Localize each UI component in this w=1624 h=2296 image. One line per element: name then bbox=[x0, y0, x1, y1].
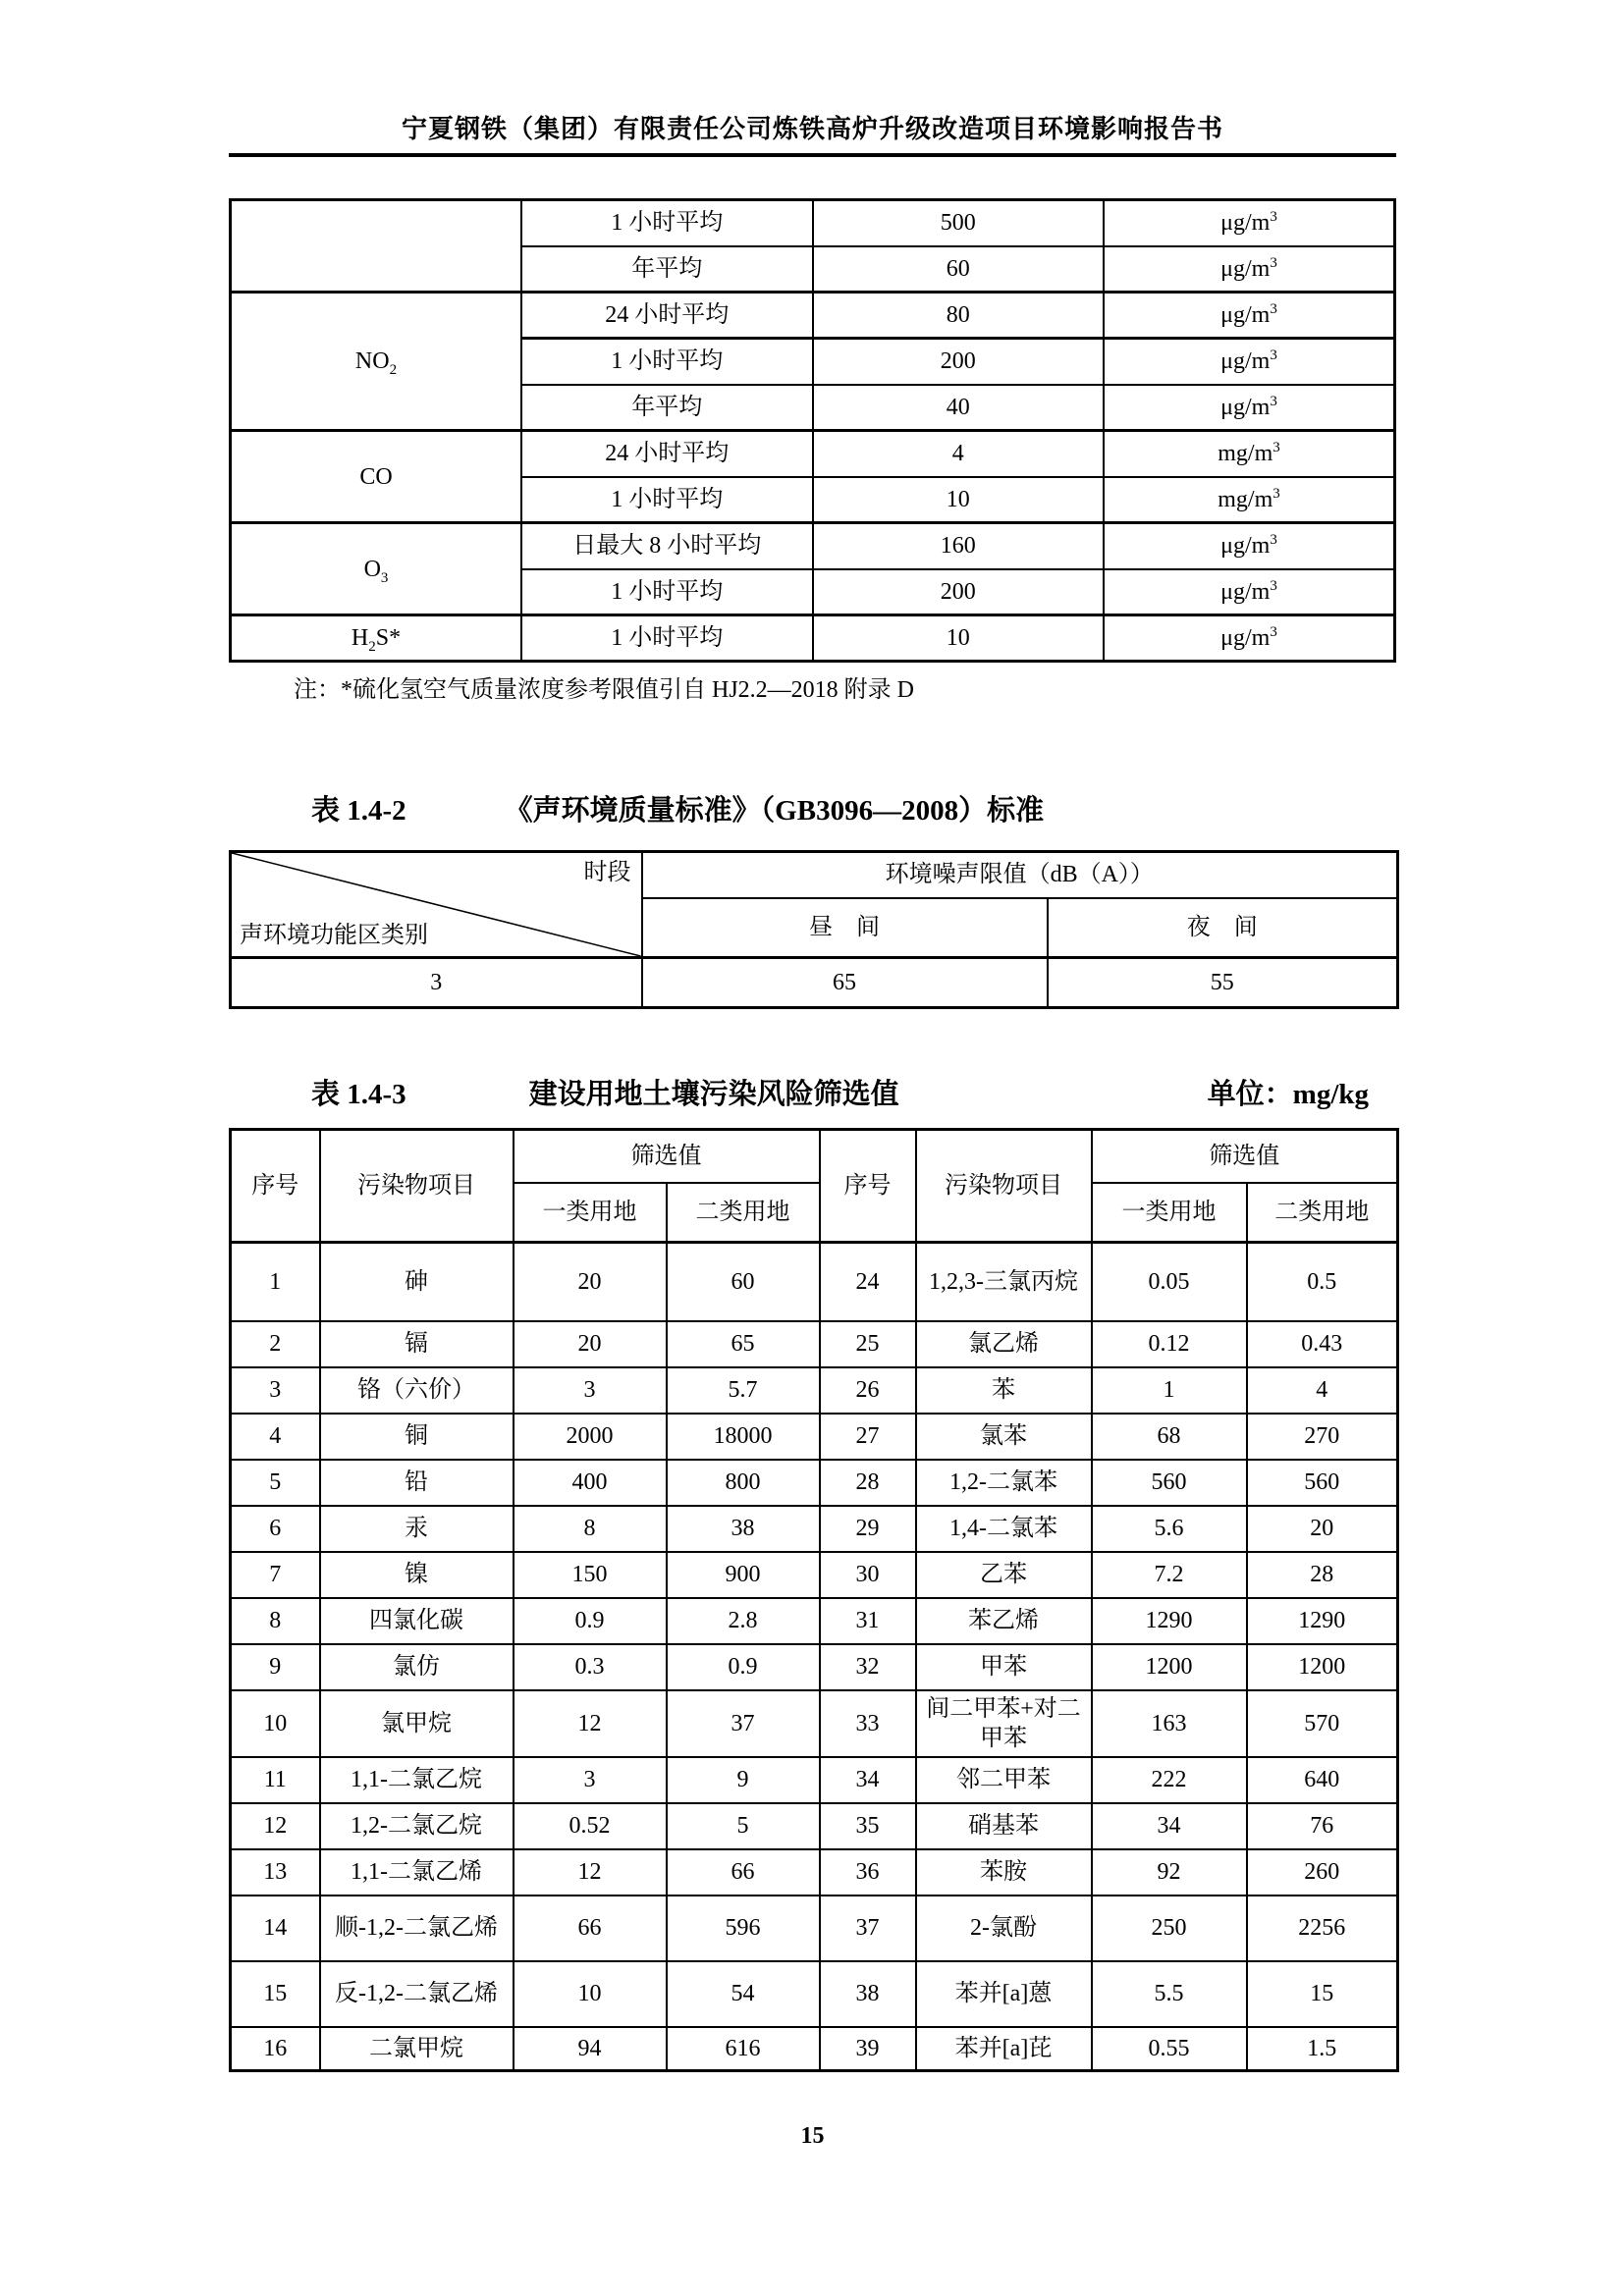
pollutant-cell bbox=[231, 523, 522, 615]
day-value-cell: 65 bbox=[642, 958, 1048, 1008]
value-cell: 60 bbox=[813, 246, 1105, 293]
value-cell: 10 bbox=[813, 477, 1105, 523]
table3-title-label: 表 1.4-3 bbox=[311, 1079, 406, 1110]
unit-cell bbox=[1104, 293, 1395, 339]
pollutant-name-cell: 1,2-二氯乙烷 bbox=[320, 1803, 514, 1849]
table-row bbox=[231, 958, 1398, 1008]
pollutant-label-after: S* bbox=[375, 625, 402, 651]
pollutant-name-cell: 甲苯 bbox=[916, 1644, 1092, 1690]
unit-cell bbox=[1104, 569, 1395, 615]
pollutant-header-cell: 污染物项目 bbox=[916, 1130, 1092, 1243]
unit-base: μg/m bbox=[1220, 255, 1271, 282]
pollutant-name-cell: 2-氯酚 bbox=[916, 1896, 1092, 1961]
pollutant-name-cell: 氯仿 bbox=[320, 1644, 514, 1690]
index-cell: 29 bbox=[820, 1506, 916, 1552]
class1-value-cell: 0.12 bbox=[1092, 1321, 1247, 1367]
class2-value-cell: 15 bbox=[1247, 1961, 1398, 2027]
value-cell: 500 bbox=[813, 200, 1105, 246]
index-cell: 8 bbox=[231, 1598, 320, 1644]
table-row bbox=[231, 1757, 1398, 1803]
pollutant-name-cell: 1,1-二氯乙烷 bbox=[320, 1757, 514, 1803]
class2-value-cell: 20 bbox=[1247, 1506, 1398, 1552]
class1-value-cell: 163 bbox=[1092, 1690, 1247, 1757]
index-cell: 38 bbox=[820, 1961, 916, 2027]
index-cell: 2 bbox=[231, 1321, 320, 1367]
period-cell: 1 小时平均 bbox=[521, 477, 813, 523]
period-cell: 1 小时平均 bbox=[521, 200, 813, 246]
class1-value-cell: 400 bbox=[514, 1460, 667, 1506]
pollutant-cell bbox=[231, 615, 522, 662]
table3-unit-label: 单位：mg/kg bbox=[1207, 1079, 1369, 1110]
table-row bbox=[231, 523, 1395, 569]
unit-cell bbox=[1104, 477, 1395, 523]
pollutant-name-cell: 硝基苯 bbox=[916, 1803, 1092, 1849]
period-cell: 1 小时平均 bbox=[521, 339, 813, 385]
index-cell: 10 bbox=[231, 1690, 320, 1757]
unit-exponent: 3 bbox=[1270, 209, 1277, 226]
doc-header-title: 宁夏钢铁（集团）有限责任公司炼铁高炉升级改造项目环境影响报告书 bbox=[401, 115, 1223, 143]
class1-value-cell: 10 bbox=[514, 1961, 667, 2027]
unit-cell bbox=[1104, 200, 1395, 246]
class2-value-cell: 616 bbox=[667, 2027, 820, 2071]
unit-cell bbox=[1104, 523, 1395, 569]
class1-value-cell: 150 bbox=[514, 1552, 667, 1598]
pollutant-subscript: 2 bbox=[389, 361, 398, 378]
table-row bbox=[231, 1644, 1398, 1690]
class2-value-cell: 54 bbox=[667, 1961, 820, 2027]
index-cell: 14 bbox=[231, 1896, 320, 1961]
index-cell: 13 bbox=[231, 1849, 320, 1896]
table-row bbox=[231, 1321, 1398, 1367]
table-row bbox=[231, 1598, 1398, 1644]
class2-value-cell: 570 bbox=[1247, 1690, 1398, 1757]
class2-value-cell: 18000 bbox=[667, 1414, 820, 1460]
pollutant-name-cell: 反-1,2-二氯乙烯 bbox=[320, 1961, 514, 2027]
corner-top-label: 时段 bbox=[583, 860, 631, 885]
index-cell: 6 bbox=[231, 1506, 320, 1552]
class1-value-cell: 0.55 bbox=[1092, 2027, 1247, 2071]
class1-value-cell: 7.2 bbox=[1092, 1552, 1247, 1598]
index-cell: 11 bbox=[231, 1757, 320, 1803]
pollutant-subscript: 3 bbox=[380, 569, 389, 586]
class1-value-cell: 12 bbox=[514, 1849, 667, 1896]
index-cell: 30 bbox=[820, 1552, 916, 1598]
pollutant-name-cell: 氯甲烷 bbox=[320, 1690, 514, 1757]
index-header-cell: 序号 bbox=[231, 1130, 320, 1243]
class1-value-cell: 5.6 bbox=[1092, 1506, 1247, 1552]
value-cell: 160 bbox=[813, 523, 1105, 569]
class2-value-cell: 66 bbox=[667, 1849, 820, 1896]
index-cell: 5 bbox=[231, 1460, 320, 1506]
unit-base: μg/m bbox=[1220, 578, 1271, 605]
unit-exponent: 3 bbox=[1272, 485, 1280, 502]
index-cell: 39 bbox=[820, 2027, 916, 2071]
unit-exponent: 3 bbox=[1270, 254, 1277, 271]
unit-exponent: 3 bbox=[1270, 577, 1277, 594]
table2-title-label: 表 1.4-2 bbox=[311, 795, 406, 827]
table-note: 注：*硫化氢空气质量浓度参考限值引自 HJ2.2—2018 附录 D bbox=[294, 677, 915, 703]
class2-value-cell: 5 bbox=[667, 1803, 820, 1849]
table-row bbox=[231, 1460, 1398, 1506]
screening-header-cell: 筛选值 bbox=[1092, 1130, 1398, 1183]
index-cell: 33 bbox=[820, 1690, 916, 1757]
value-cell: 4 bbox=[813, 431, 1105, 477]
index-cell: 16 bbox=[231, 2027, 320, 2071]
class2-header-cell: 二类用地 bbox=[1247, 1183, 1398, 1243]
pollutant-header-cell: 污染物项目 bbox=[320, 1130, 514, 1243]
class1-value-cell: 68 bbox=[1092, 1414, 1247, 1460]
table-row bbox=[231, 615, 1395, 662]
index-cell: 26 bbox=[820, 1367, 916, 1414]
class2-value-cell: 60 bbox=[667, 1243, 820, 1321]
unit-exponent: 3 bbox=[1270, 347, 1277, 364]
pollutant-cell bbox=[231, 431, 522, 523]
class2-value-cell: 9 bbox=[667, 1757, 820, 1803]
period-cell: 1 小时平均 bbox=[521, 615, 813, 662]
class1-value-cell: 0.05 bbox=[1092, 1243, 1247, 1321]
class1-value-cell: 94 bbox=[514, 2027, 667, 2071]
class1-value-cell: 3 bbox=[514, 1367, 667, 1414]
pollutant-name-cell: 苯胺 bbox=[916, 1849, 1092, 1896]
category-value-cell: 3 bbox=[231, 958, 642, 1008]
pollutant-name-cell: 氯苯 bbox=[916, 1414, 1092, 1460]
class2-value-cell: 37 bbox=[667, 1690, 820, 1757]
table-row bbox=[231, 431, 1395, 477]
pollutant-name-cell: 间二甲苯+对二甲苯 bbox=[916, 1690, 1092, 1757]
index-cell: 3 bbox=[231, 1367, 320, 1414]
index-cell: 35 bbox=[820, 1803, 916, 1849]
table-row bbox=[231, 1961, 1398, 2027]
class2-value-cell: 0.5 bbox=[1247, 1243, 1398, 1321]
class1-value-cell: 66 bbox=[514, 1896, 667, 1961]
class2-value-cell: 65 bbox=[667, 1321, 820, 1367]
unit-cell bbox=[1104, 246, 1395, 293]
class1-value-cell: 2000 bbox=[514, 1414, 667, 1460]
class1-value-cell: 1 bbox=[1092, 1367, 1247, 1414]
table-row bbox=[231, 1849, 1398, 1896]
pollutant-name-cell: 顺-1,2-二氯乙烯 bbox=[320, 1896, 514, 1961]
unit-exponent: 3 bbox=[1270, 624, 1277, 640]
unit-base: μg/m bbox=[1220, 348, 1271, 375]
pollutant-name-cell: 邻二甲苯 bbox=[916, 1757, 1092, 1803]
limit-header-cell: 环境噪声限值（dB（A）） bbox=[642, 852, 1398, 898]
pollutant-name-cell: 1,2,3-三氯丙烷 bbox=[916, 1243, 1092, 1321]
class2-value-cell: 76 bbox=[1247, 1803, 1398, 1849]
pollutant-name-cell: 苯乙烯 bbox=[916, 1598, 1092, 1644]
class2-value-cell: 1290 bbox=[1247, 1598, 1398, 1644]
index-cell: 9 bbox=[231, 1644, 320, 1690]
table-row bbox=[231, 1367, 1398, 1414]
period-cell: 24 小时平均 bbox=[521, 293, 813, 339]
value-cell: 200 bbox=[813, 569, 1105, 615]
unit-base: μg/m bbox=[1220, 533, 1271, 560]
index-cell: 37 bbox=[820, 1896, 916, 1961]
night-value-cell: 55 bbox=[1048, 958, 1398, 1008]
class2-value-cell: 0.43 bbox=[1247, 1321, 1398, 1367]
unit-base: μg/m bbox=[1220, 625, 1271, 651]
unit-base: mg/m bbox=[1218, 486, 1273, 512]
pollutant-label: H bbox=[351, 625, 369, 651]
index-cell: 12 bbox=[231, 1803, 320, 1849]
class2-value-cell: 900 bbox=[667, 1552, 820, 1598]
table-row bbox=[231, 1803, 1398, 1849]
pollutant-name-cell: 镍 bbox=[320, 1552, 514, 1598]
pollutant-label: O bbox=[363, 556, 381, 582]
class2-header-cell: 二类用地 bbox=[667, 1183, 820, 1243]
class1-value-cell: 34 bbox=[1092, 1803, 1247, 1849]
period-cell: 年平均 bbox=[521, 246, 813, 293]
air-quality-table bbox=[229, 198, 1396, 663]
class2-value-cell: 0.9 bbox=[667, 1644, 820, 1690]
table-row bbox=[231, 1690, 1398, 1757]
class1-value-cell: 3 bbox=[514, 1757, 667, 1803]
class2-value-cell: 260 bbox=[1247, 1849, 1398, 1896]
pollutant-name-cell: 镉 bbox=[320, 1321, 514, 1367]
index-cell: 7 bbox=[231, 1552, 320, 1598]
class1-value-cell: 0.52 bbox=[514, 1803, 667, 1849]
class2-value-cell: 270 bbox=[1247, 1414, 1398, 1460]
pollutant-name-cell: 1,2-二氯苯 bbox=[916, 1460, 1092, 1506]
unit-exponent: 3 bbox=[1270, 301, 1277, 317]
class1-value-cell: 250 bbox=[1092, 1896, 1247, 1961]
period-cell: 24 小时平均 bbox=[521, 431, 813, 477]
class1-value-cell: 1200 bbox=[1092, 1644, 1247, 1690]
index-cell: 1 bbox=[231, 1243, 320, 1321]
table3-title bbox=[229, 1072, 1396, 1112]
pollutant-name-cell: 砷 bbox=[320, 1243, 514, 1321]
class1-value-cell: 1290 bbox=[1092, 1598, 1247, 1644]
class1-header-cell: 一类用地 bbox=[1092, 1183, 1247, 1243]
pollutant-cell bbox=[231, 200, 522, 293]
pollutant-name-cell: 氯乙烯 bbox=[916, 1321, 1092, 1367]
pollutant-name-cell: 铬（六价） bbox=[320, 1367, 514, 1414]
unit-base: mg/m bbox=[1218, 441, 1273, 467]
value-cell: 200 bbox=[813, 339, 1105, 385]
class2-value-cell: 28 bbox=[1247, 1552, 1398, 1598]
class1-value-cell: 12 bbox=[514, 1690, 667, 1757]
class2-value-cell: 5.7 bbox=[667, 1367, 820, 1414]
unit-exponent: 3 bbox=[1270, 393, 1277, 409]
index-cell: 28 bbox=[820, 1460, 916, 1506]
index-cell: 34 bbox=[820, 1757, 916, 1803]
page bbox=[229, 0, 1396, 2150]
value-cell: 10 bbox=[813, 615, 1105, 662]
unit-base: μg/m bbox=[1220, 210, 1271, 237]
corner-cell bbox=[231, 852, 642, 958]
night-label-cell: 夜 间 bbox=[1048, 898, 1398, 958]
header-rule bbox=[229, 153, 1396, 157]
unit-exponent: 3 bbox=[1272, 440, 1280, 456]
index-header-cell: 序号 bbox=[820, 1130, 916, 1243]
pollutant-name-cell: 乙苯 bbox=[916, 1552, 1092, 1598]
class1-value-cell: 92 bbox=[1092, 1849, 1247, 1896]
table-row bbox=[231, 2027, 1398, 2071]
table-row bbox=[231, 200, 1395, 246]
day-label-cell: 昼 间 bbox=[642, 898, 1048, 958]
class1-value-cell: 560 bbox=[1092, 1460, 1247, 1506]
unit-base: μg/m bbox=[1220, 302, 1271, 328]
table-row bbox=[231, 1414, 1398, 1460]
table2-title bbox=[229, 788, 1396, 828]
period-cell: 1 小时平均 bbox=[521, 569, 813, 615]
class2-value-cell: 800 bbox=[667, 1460, 820, 1506]
table-row bbox=[231, 1896, 1398, 1961]
table-row bbox=[231, 1506, 1398, 1552]
class2-value-cell: 4 bbox=[1247, 1367, 1398, 1414]
pollutant-name-cell: 1,1-二氯乙烯 bbox=[320, 1849, 514, 1896]
pollutant-label: CO bbox=[359, 463, 393, 490]
pollutant-name-cell: 铅 bbox=[320, 1460, 514, 1506]
period-cell: 日最大 8 小时平均 bbox=[521, 523, 813, 569]
table-header-row bbox=[231, 1130, 1398, 1183]
unit-cell bbox=[1104, 339, 1395, 385]
index-cell: 32 bbox=[820, 1644, 916, 1690]
index-cell: 25 bbox=[820, 1321, 916, 1367]
screening-header-cell: 筛选值 bbox=[514, 1130, 820, 1183]
pollutant-cell bbox=[231, 293, 522, 431]
index-cell: 15 bbox=[231, 1961, 320, 2027]
class2-value-cell: 2256 bbox=[1247, 1896, 1398, 1961]
unit-cell bbox=[1104, 431, 1395, 477]
class2-value-cell: 38 bbox=[667, 1506, 820, 1552]
class2-value-cell: 596 bbox=[667, 1896, 820, 1961]
index-cell: 31 bbox=[820, 1598, 916, 1644]
pollutant-name-cell: 苯并[a]蒽 bbox=[916, 1961, 1092, 2027]
page-number: 15 bbox=[800, 2123, 825, 2149]
pollutant-label: NO bbox=[354, 348, 390, 374]
table-row bbox=[231, 293, 1395, 339]
noise-table bbox=[229, 850, 1399, 1009]
class2-value-cell: 560 bbox=[1247, 1460, 1398, 1506]
period-cell: 年平均 bbox=[521, 385, 813, 431]
class1-value-cell: 222 bbox=[1092, 1757, 1247, 1803]
class1-header-cell: 一类用地 bbox=[514, 1183, 667, 1243]
pollutant-name-cell: 汞 bbox=[320, 1506, 514, 1552]
class1-value-cell: 0.9 bbox=[514, 1598, 667, 1644]
table3-title-text: 建设用地土壤污染风险筛选值 bbox=[528, 1079, 899, 1110]
index-cell: 4 bbox=[231, 1414, 320, 1460]
table2-title-text: 《声环境质量标准》（GB3096—2008）标准 bbox=[504, 795, 1045, 827]
value-cell: 80 bbox=[813, 293, 1105, 339]
pollutant-subscript: 2 bbox=[368, 638, 376, 655]
index-cell: 27 bbox=[820, 1414, 916, 1460]
class1-value-cell: 0.3 bbox=[514, 1644, 667, 1690]
index-cell: 36 bbox=[820, 1849, 916, 1896]
value-cell: 40 bbox=[813, 385, 1105, 431]
class2-value-cell: 1.5 bbox=[1247, 2027, 1398, 2071]
unit-cell bbox=[1104, 385, 1395, 431]
pollutant-name-cell: 铜 bbox=[320, 1414, 514, 1460]
class1-value-cell: 20 bbox=[514, 1321, 667, 1367]
table-row bbox=[231, 852, 1398, 898]
pollutant-name-cell: 四氯化碳 bbox=[320, 1598, 514, 1644]
pollutant-name-cell: 二氯甲烷 bbox=[320, 2027, 514, 2071]
index-cell: 24 bbox=[820, 1243, 916, 1321]
class1-value-cell: 5.5 bbox=[1092, 1961, 1247, 2027]
unit-base: μg/m bbox=[1220, 394, 1271, 420]
table-row bbox=[231, 1243, 1398, 1321]
table-row bbox=[231, 1552, 1398, 1598]
pollutant-name-cell: 苯 bbox=[916, 1367, 1092, 1414]
pollutant-name-cell: 1,4-二氯苯 bbox=[916, 1506, 1092, 1552]
corner-bottom-label: 声环境功能区类别 bbox=[240, 923, 428, 948]
unit-exponent: 3 bbox=[1270, 532, 1277, 549]
class1-value-cell: 8 bbox=[514, 1506, 667, 1552]
class2-value-cell: 2.8 bbox=[667, 1598, 820, 1644]
soil-table bbox=[229, 1128, 1399, 2072]
pollutant-name-cell: 苯并[a]芘 bbox=[916, 2027, 1092, 2071]
class2-value-cell: 640 bbox=[1247, 1757, 1398, 1803]
class2-value-cell: 1200 bbox=[1247, 1644, 1398, 1690]
unit-cell bbox=[1104, 615, 1395, 662]
class1-value-cell: 20 bbox=[514, 1243, 667, 1321]
